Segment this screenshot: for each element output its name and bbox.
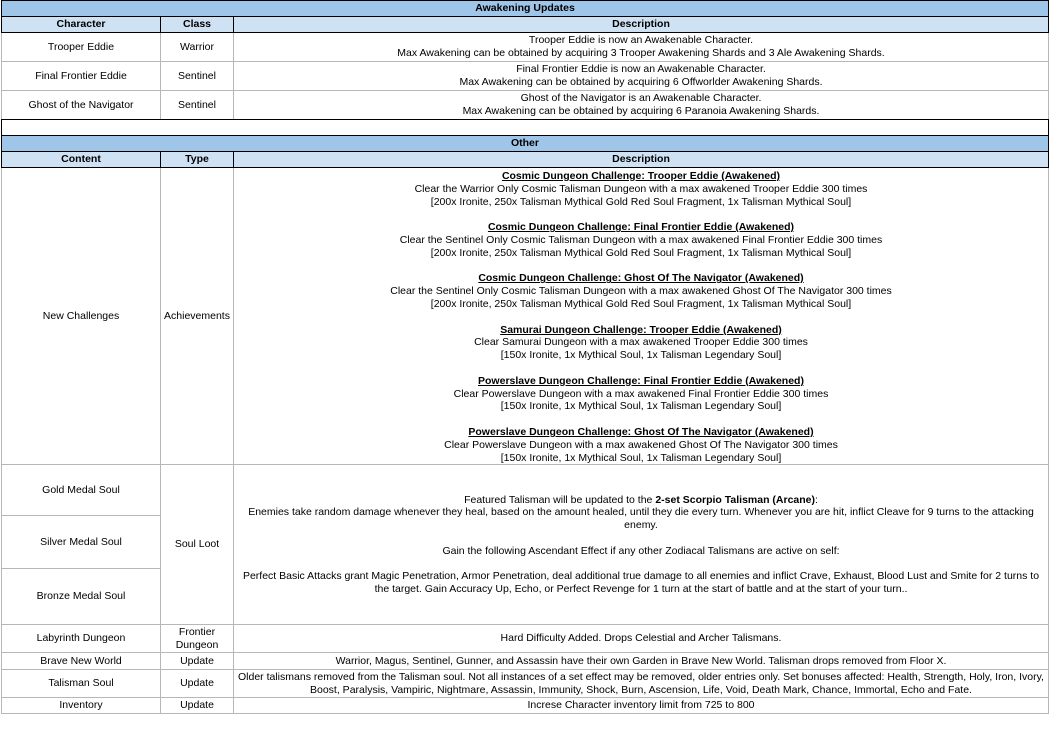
header-description: Description bbox=[234, 152, 1049, 168]
character-cell: Ghost of the Navigator bbox=[2, 91, 161, 120]
description-cell bbox=[234, 33, 1049, 62]
class-cell: Sentinel bbox=[161, 62, 234, 91]
class-cell: Sentinel bbox=[161, 91, 234, 120]
challenge-title: Powerslave Dungeon Challenge: Final Frontier Eddie (Awakened) bbox=[478, 374, 804, 387]
type-cell: Update bbox=[161, 698, 234, 714]
challenge-reward: [200x Ironite, 250x Talisman Mythical Gold Red Soul Fragment, 1x Talisman Mythical Soul] bbox=[430, 297, 852, 310]
description-cell bbox=[234, 91, 1049, 120]
description-line: Max Awakening can be obtained by acquiring 3 Trooper Awakening Shards and 3 Ale Awakening Shards. bbox=[397, 47, 885, 59]
section-spacer bbox=[2, 120, 1049, 136]
challenge-reward: [150x Ironite, 1x Mythical Soul, 1x Talisman Legendary Soul] bbox=[500, 349, 782, 362]
character-cell: Trooper Eddie bbox=[2, 33, 161, 62]
type-cell: Update bbox=[161, 670, 234, 698]
other-title-row bbox=[2, 136, 1049, 152]
description-cell: Increse Character inventory limit from 725 to 800 bbox=[234, 698, 1049, 714]
description-cell: Warrior, Magus, Sentinel, Gunner, and Assassin have their own Garden in Brave New World. Talisman drops removed from Floor X. bbox=[234, 653, 1049, 670]
character-cell: Final Frontier Eddie bbox=[2, 62, 161, 91]
content-cell: Brave New World bbox=[2, 653, 161, 670]
challenge-title: Cosmic Dungeon Challenge: Final Frontier Eddie (Awakened) bbox=[487, 221, 795, 234]
awakening-header-row bbox=[2, 17, 1049, 33]
challenge-title: Cosmic Dungeon Challenge: Trooper Eddie (Awakened) bbox=[501, 170, 781, 182]
challenge-reward: [150x Ironite, 1x Mythical Soul, 1x Talisman Legendary Soul] bbox=[500, 451, 782, 464]
challenge-title: Samurai Dungeon Challenge: Trooper Eddie (Awakened) bbox=[500, 323, 782, 336]
content-cell: Silver Medal Soul bbox=[2, 516, 161, 569]
table-row bbox=[2, 62, 1049, 91]
description-line: Final Frontier Eddie is now an Awakenable Character. bbox=[516, 63, 766, 76]
description-cell bbox=[234, 62, 1049, 91]
content-cell: Bronze Medal Soul bbox=[2, 569, 161, 625]
content-cell: New Challenges bbox=[2, 168, 161, 465]
ascendant-text: Gain the following Ascendant Effect if any other Zodiacal Talismans are active on self: bbox=[442, 544, 840, 557]
challenge-desc: Clear the Sentinel Only Cosmic Talisman Dungeon with a max awakened Final Frontier Eddie 300 times bbox=[399, 233, 883, 246]
challenge-desc: Clear Powerslave Dungeon with a max awakened Ghost Of The Navigator 300 times bbox=[444, 438, 838, 451]
featured-line: Featured Talisman will be updated to the 2-set Scorpio Talisman (Arcane): bbox=[464, 493, 818, 506]
challenge-title: Powerslave Dungeon Challenge: Ghost Of The Navigator (Awakened) bbox=[468, 425, 814, 438]
type-cell: Soul Loot bbox=[161, 465, 234, 625]
table-row bbox=[2, 625, 1049, 653]
header-description: Description bbox=[234, 17, 1049, 33]
table-row bbox=[2, 33, 1049, 62]
challenges-description bbox=[234, 168, 1049, 465]
challenges-row bbox=[2, 168, 1049, 465]
type-cell: Update bbox=[161, 653, 234, 670]
content-cell: Talisman Soul bbox=[2, 670, 161, 698]
type-cell: Frontier Dungeon bbox=[161, 625, 234, 653]
content-cell: Labyrinth Dungeon bbox=[2, 625, 161, 653]
awakening-title-row bbox=[2, 1, 1049, 17]
soul-loot-description bbox=[234, 465, 1049, 625]
description-line: Max Awakening can be obtained by acquiring 6 Paranoia Awakening Shards. bbox=[462, 105, 820, 117]
header-type: Type bbox=[161, 152, 234, 168]
challenge-desc: Clear the Warrior Only Cosmic Talisman Dungeon with a max awakened Trooper Eddie 300 times bbox=[414, 182, 868, 195]
header-content: Content bbox=[2, 152, 161, 168]
table-row bbox=[2, 698, 1049, 714]
table-row bbox=[2, 653, 1049, 670]
soul-loot-row bbox=[2, 465, 1049, 516]
challenge-desc: Clear Powerslave Dungeon with a max awakened Final Frontier Eddie 300 times bbox=[453, 387, 829, 400]
content-cell: Gold Medal Soul bbox=[2, 465, 161, 516]
description-cell: Older talismans removed from the Talisman soul. Not all instances of a set effect may be removed, older entries only. Set bonuses affected: Health, Strength, Holy, Iron, Ivory, Boost, Paralysis, Vampiric, Nightmare, Assassin, Immunity, Shock, Burn, Ascension, Life, Void, Death Mark, Chance, Immortal, Echo and Fate. bbox=[234, 670, 1049, 698]
class-cell: Warrior bbox=[161, 33, 234, 62]
challenge-reward: [200x Ironite, 250x Talisman Mythical Gold Red Soul Fragment, 1x Talisman Mythical Soul] bbox=[430, 195, 852, 208]
challenge-reward: [200x Ironite, 250x Talisman Mythical Gold Red Soul Fragment, 1x Talisman Mythical Soul] bbox=[430, 246, 852, 259]
description-line: Trooper Eddie is now an Awakenable Character. bbox=[528, 34, 754, 47]
description-line: Ghost of the Navigator is an Awakenable Character. bbox=[520, 92, 762, 105]
challenge-desc: Clear the Sentinel Only Cosmic Talisman Dungeon with a max awakened Ghost Of The Navigator 300 times bbox=[390, 285, 892, 298]
other-section-title: Other bbox=[2, 136, 1049, 152]
table-row bbox=[2, 91, 1049, 120]
effect-text: Enemies take random damage whenever they heal, based on the amount healed, until they die every turn. Whenever you are hit, inflict Cleave for 9 turns to the attacking enemy. bbox=[248, 506, 1034, 532]
awakening-section-title: Awakening Updates bbox=[2, 1, 1049, 17]
challenge-reward: [150x Ironite, 1x Mythical Soul, 1x Talisman Legendary Soul] bbox=[500, 400, 782, 413]
content-cell: Inventory bbox=[2, 698, 161, 714]
type-cell: Achievements bbox=[161, 168, 234, 465]
table-row bbox=[2, 670, 1049, 698]
description-cell: Hard Difficulty Added. Drops Celestial and Archer Talismans. bbox=[234, 625, 1049, 653]
challenge-desc: Clear Samurai Dungeon with a max awakened Trooper Eddie 300 times bbox=[474, 336, 808, 349]
header-class: Class bbox=[161, 17, 234, 33]
challenge-title: Cosmic Dungeon Challenge: Ghost Of The Navigator (Awakened) bbox=[478, 272, 804, 285]
updates-sheet bbox=[1, 0, 1049, 714]
other-header-row bbox=[2, 152, 1049, 168]
header-character: Character bbox=[2, 17, 161, 33]
description-line: Max Awakening can be obtained by acquiring 6 Offworlder Awakening Shards. bbox=[459, 76, 823, 88]
perfect-text: Perfect Basic Attacks grant Magic Penetration, Armor Penetration, deal additional true damage to all enemies and inflict Crave, Exhaust, Blood Lust and Smite for 2 turns to the target. Gain Accuracy Up, Echo, or Perfect Revenge for 1 turn at the start of battle and at the start of your turn.. bbox=[242, 570, 1040, 596]
featured-talisman-name: 2-set Scorpio Talisman (Arcane) bbox=[655, 493, 816, 506]
